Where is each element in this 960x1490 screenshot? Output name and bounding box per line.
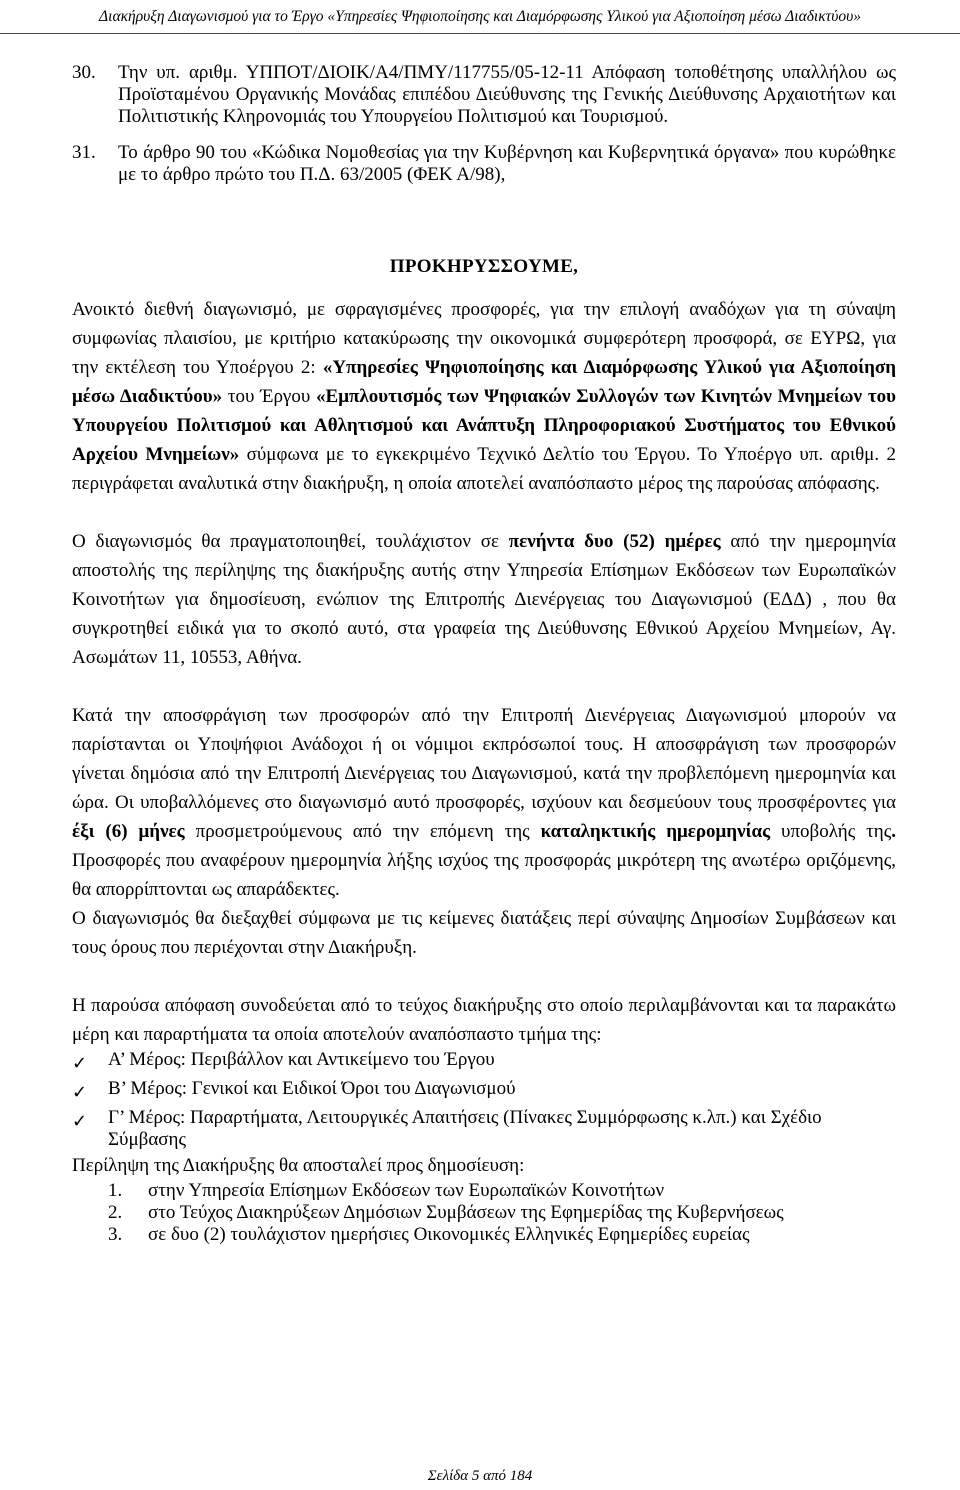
paragraph-legal-provisions: Ο διαγωνισμός θα διεξαχθεί σύμφωνα με τις κείμενες διατάξεις περί σύναψης Δημοσίων Συμβάσεων και τους όρους που περιέχονται στην Διακήρυξη. (72, 908, 896, 958)
publication-item: 2. στο Τεύχος Διακηρύξεων Δημόσιων Συμβάσεων της Εφημερίδας της Κυβερνήσεως (108, 1202, 784, 1223)
paragraph-tender-date: Ο διαγωνισμός θα πραγματοποιηθεί, τουλάχιστον σε πενήντα δυο (52) ημέρες από την ημερομηνία αποστολής της περίληψης της διακήρυξης αυτής στην Υπηρεσία Επίσημων Εκδόσεων των Ευρωπαϊκών Κοινοτήτων για δημοσίευση, ενώπιον της Επιτροπής Διενέργειας του Διαγωνισμού (ΕΔΔ) , που θα συγκροτηθεί ειδικά για το σκοπό αυτό, στα γραφεία της Διεύθυνσης Εθνικού Αρχείου Μνημείων, Αγ. Ασωμάτων 11, 10553, Αθήνα. (72, 531, 896, 668)
checkmark-icon: ✓ (72, 1111, 88, 1132)
list-item (72, 62, 896, 128)
paragraph-unsealing: Κατά την αποσφράγιση των προσφορών από την Επιτροπή Διενέργειας Διαγωνισμού μπορούν να παρίστανται οι Υποψήφιοι Ανάδοχοι ή οι νόμιμοι εκπρόσωποί τους. Η αποσφράγιση των προσφορών γίνεται δημόσια από την Επιτροπή Διενέργειας του Διαγωνισμού, κατά την προβλεπόμενη ημερομηνία και ώρα. Οι υποβαλλόμενες στο διαγωνισμό αυτό προσφορές, ισχύουν και δεσμεύουν τους προσφέροντες για έξι (6) μήνες προσμετρούμενους από την επόμενη της καταληκτικής ημερομηνίας υποβολής της. Προσφορές που αναφέρουν ημερομηνία λήξης ισχύος της προσφοράς μικρότερη της ανωτέρω οριζόμενης, θα απορρίπτονται ως απαράδεκτες. (72, 705, 897, 900)
paragraph-attachments: Η παρούσα απόφαση συνοδεύεται από το τεύχος διακήρυξης στο οποίο περιλαμβάνονται και τα παρακάτω μέρη και παραρτήματα τα οποία αποτελούν αναπόσπαστο τμήμα της: (72, 995, 896, 1045)
checklist-text: Γ’ Μέρος: Παραρτήματα, Λειτουργικές Απαιτήσεις (Πίνακες Συμμόρφωσης κ.λπ.) και Σχέδιο Σύμβασης (108, 1107, 822, 1150)
item-number: 30. (72, 62, 96, 83)
item-number: 31. (72, 142, 96, 163)
item-text: Το άρθρο 90 του «Κώδικα Νομοθεσίας για την Κυβέρνηση και Κυβερνητικά όργανα» που κυρώθηκε με το άρθρο πρώτο του Π.Δ. 63/2005 (ΦΕΚ Α/98), (118, 142, 896, 185)
page-footer (0, 1468, 960, 1485)
paragraph-tender-announcement: Ανοικτό διεθνή διαγωνισμό, με σφραγισμένες προσφορές, για την επιλογή αναδόχων για τη σύναψη συμφωνίας πλαισίου, με κριτήριο κατακύρωσης την οικονομικά συμφερότερη προσφορά, σε ΕΥΡΩ, για την εκτέλεση του Υποέργου 2: «Υπηρεσίες Ψηφιοποίησης και Διαμόρφωσης Υλικού για Αξιοποίηση μέσω Διαδικτύου» του Έργου «Εμπλουτισμός των Ψηφιακών Συλλογών των Κινητών Μνημείων του Υπουργείου Πολιτισμού και Αθλητισμού και Ανάπτυξη Πληροφοριακού Συστήματος του Εθνικού Αρχείου Μνημείων» σύμφωνα με το εγκεκριμένο Τεχνικό Δελτίο του Έργου. Το Υποέργο υπ. αριθμ. 2 περιγράφεται αναλυτικά στην διακήρυξη, η οποία αποτελεί αναπόσπαστο μέρος της παρούσας απόφασης. (72, 299, 896, 494)
checkmark-icon: ✓ (72, 1082, 88, 1103)
checklist-text: Α’ Μέρος: Περιβάλλον και Αντικείμενο του Έργου (108, 1049, 495, 1070)
page-header (0, 0, 960, 34)
page-number: Σελίδα 5 από 184 (427, 1468, 533, 1484)
list-item (72, 142, 896, 186)
checklist-item (72, 1049, 896, 1078)
document-title: Διακήρυξη Διαγωνισμού για το Έργο «Υπηρεσίες Ψηφιοποίησης και Διαμόρφωσης Υλικού για Αξιοποίηση μέσω Διαδικτύου» (99, 8, 861, 25)
checkmark-icon: ✓ (72, 1053, 88, 1074)
item-text: Την υπ. αριθμ. ΥΠΠΟΤ/ΔΙΟΙΚ/Α4/ΠΜΥ/117755/05-12-11 Απόφαση τοποθέτησης υπαλλήλου ως Προϊσταμένου Οργανικής Μονάδας επιπέδου Διεύθυνσης της Γενικής Διεύθυνσης Αρχαιοτήτων και Πολιτιστικής Κληρονομιάς του Υπουργείου Πολιτισμού και Τουρισμού. (118, 62, 896, 127)
checklist-item (72, 1078, 896, 1107)
document-body (72, 62, 896, 1246)
publication-intro: Περίληψη της Διακήρυξης θα αποσταλεί προς δημοσίευση: (72, 1155, 525, 1176)
publication-item: 3. σε δυο (2) τουλάχιστον ημερήσιες Οικονομικές Ελληνικές Εφημερίδες ευρείας (108, 1224, 750, 1245)
publication-item: 1. στην Υπηρεσία Επίσημων Εκδόσεων των Ευρωπαϊκών Κοινοτήτων (108, 1180, 665, 1201)
checklist-item (72, 1107, 896, 1151)
checklist-text: Β’ Μέρος: Γενικοί και Ειδικοί Όροι του Διαγωνισμού (108, 1078, 516, 1099)
section-heading: ΠΡΟΚΗΡΥΣΣΟΥΜΕ, (389, 256, 579, 277)
